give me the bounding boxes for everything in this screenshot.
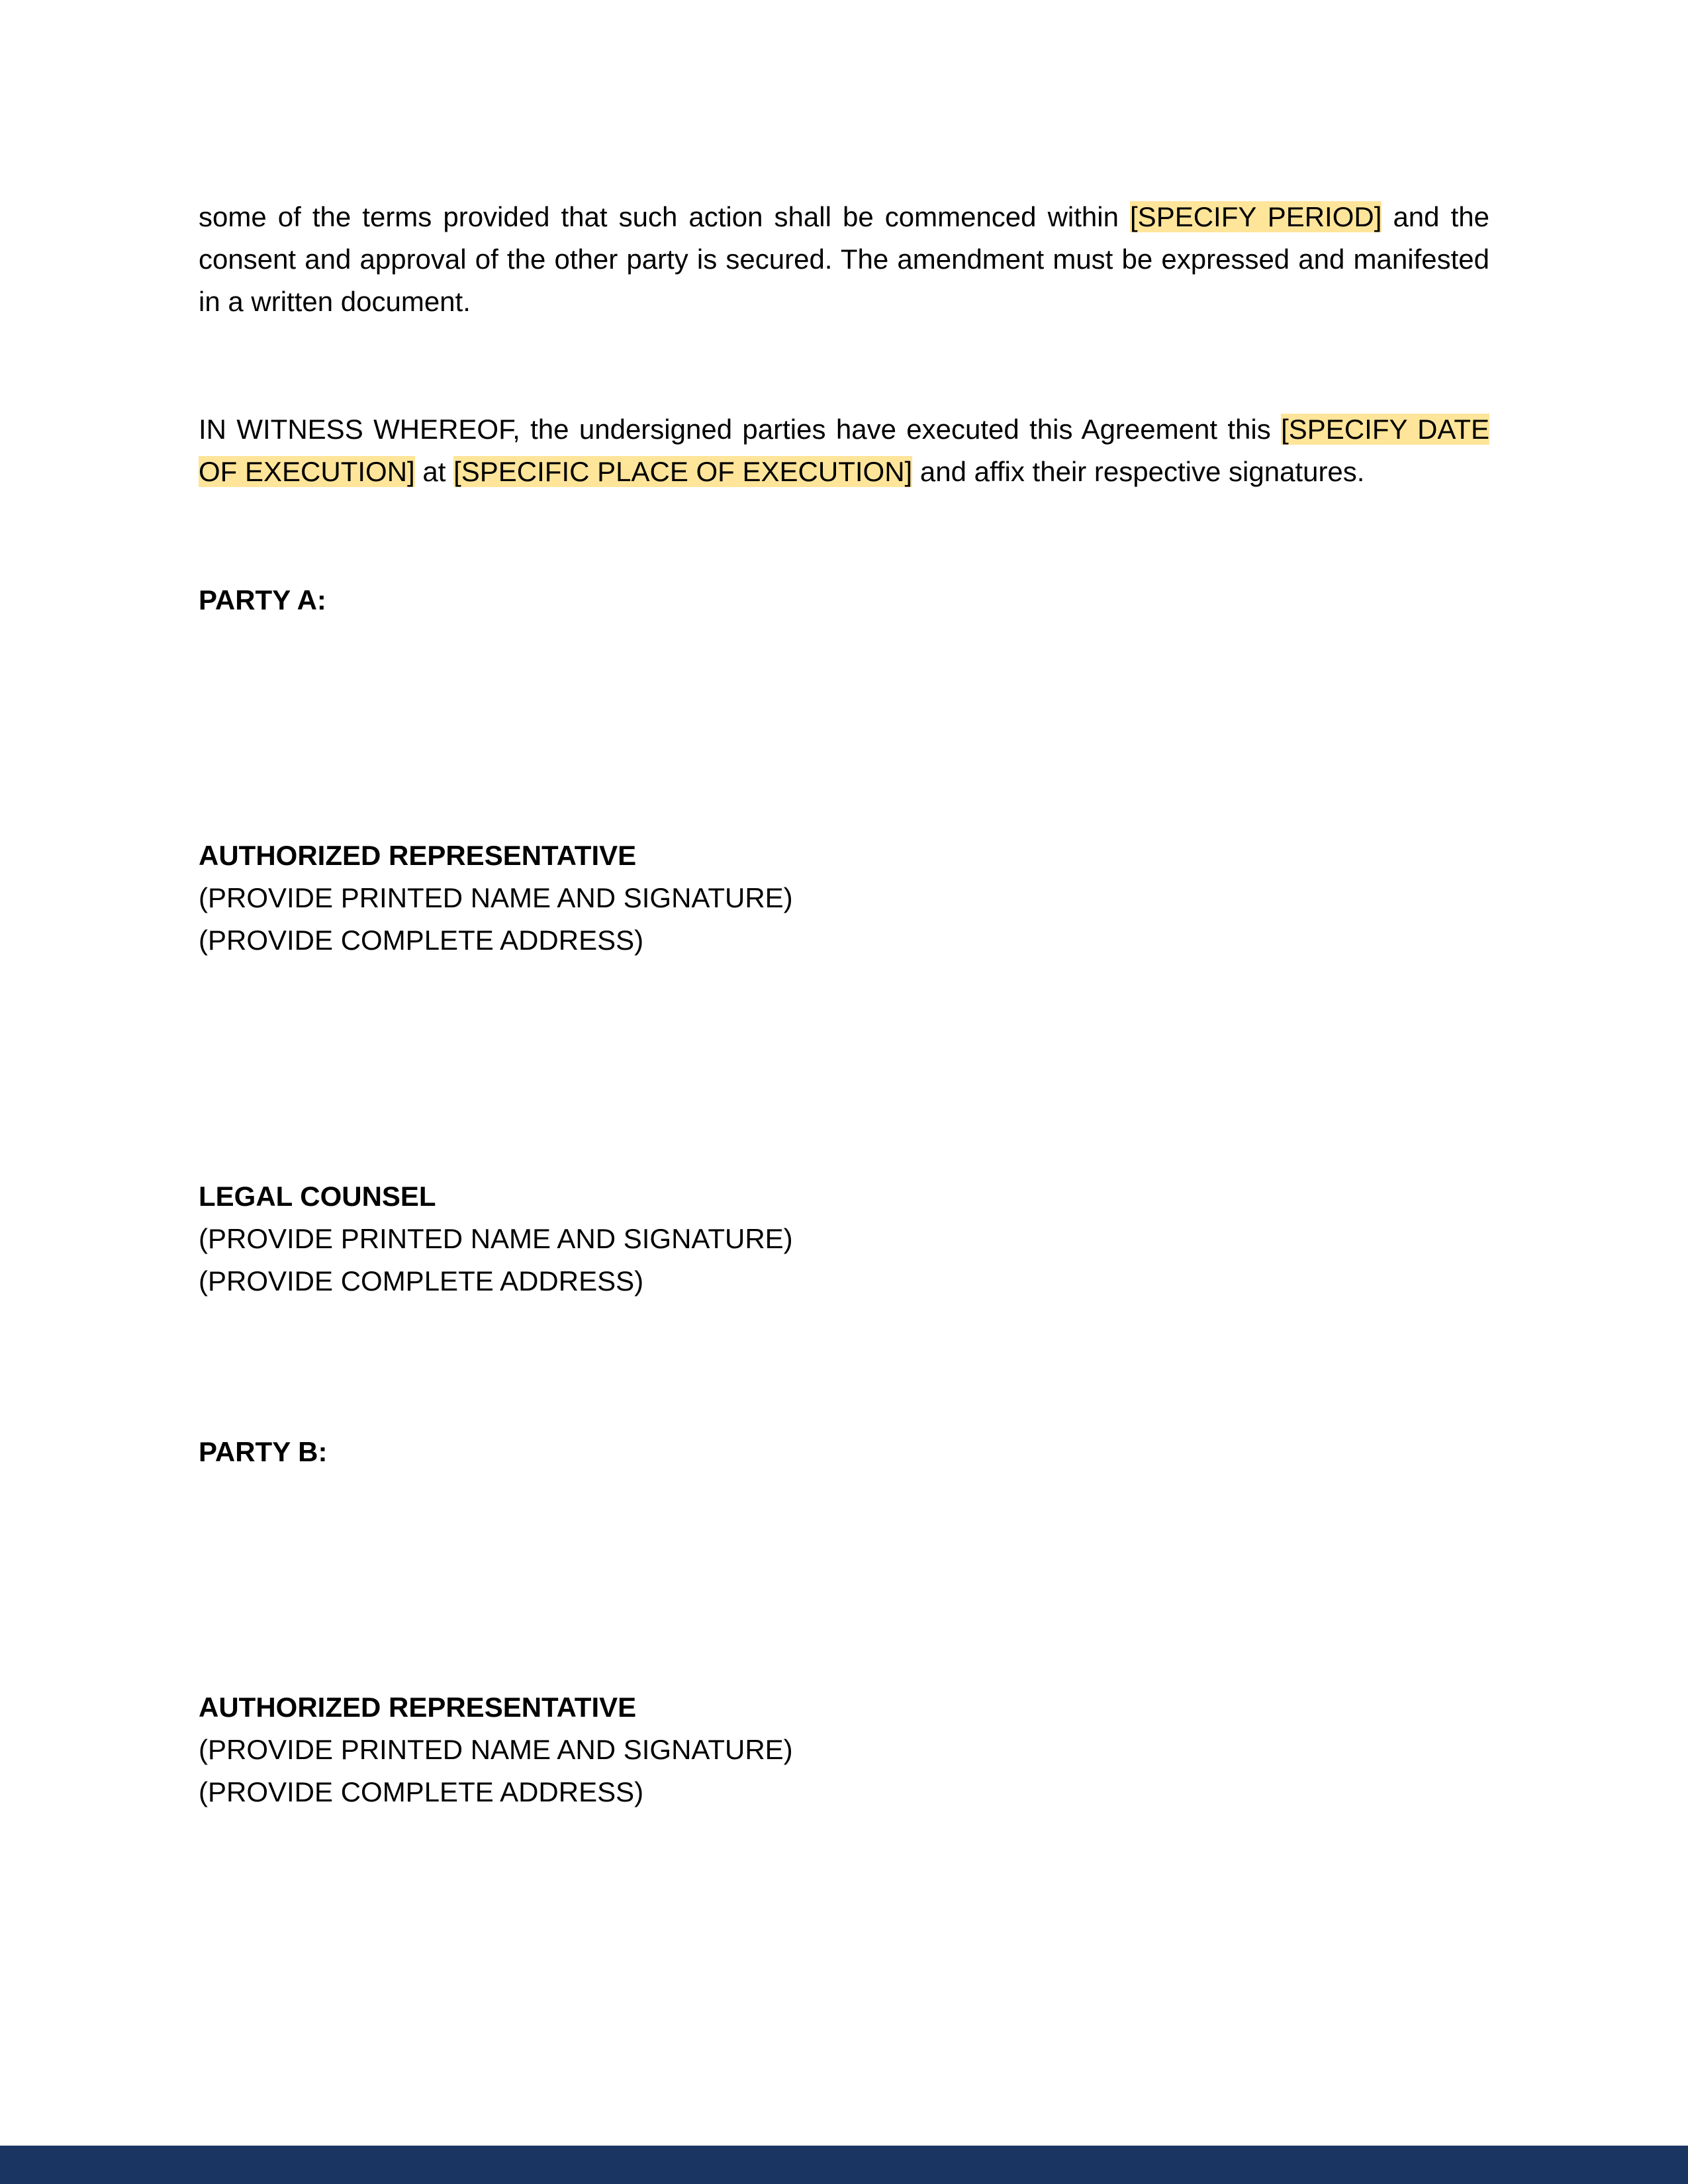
party-b-representative-title: AUTHORIZED REPRESENTATIVE bbox=[199, 1692, 637, 1723]
party-a-counsel-name-line: (PROVIDE PRINTED NAME AND SIGNATURE) bbox=[199, 1223, 793, 1254]
party-b-representative-block bbox=[199, 1686, 1489, 1813]
party-a-heading-block bbox=[199, 579, 1489, 621]
witness-text bbox=[199, 408, 1489, 493]
footer-bar bbox=[0, 2146, 1688, 2184]
party-a-counsel-block bbox=[199, 1175, 1489, 1302]
party-b-heading: PARTY B: bbox=[199, 1436, 328, 1467]
party-b-representative-address-line: (PROVIDE COMPLETE ADDRESS) bbox=[199, 1776, 644, 1807]
amendment-text-a: some of the terms provided that such action shall be commenced within bbox=[199, 201, 1131, 232]
placeholder-date: [SPECIFY DATE OF EXECUTION] bbox=[199, 414, 1489, 487]
party-a-heading: PARTY A: bbox=[199, 584, 326, 615]
witness-text-a: IN WITNESS WHEREOF, the undersigned parties have executed this Agreement this bbox=[199, 414, 1282, 445]
party-a-counsel-title: LEGAL COUNSEL bbox=[199, 1181, 436, 1212]
party-b-representative-name-line: (PROVIDE PRINTED NAME AND SIGNATURE) bbox=[199, 1734, 793, 1765]
party-a-representative-title: AUTHORIZED REPRESENTATIVE bbox=[199, 840, 637, 871]
witness-text-c: and affix their respective signatures. bbox=[912, 456, 1365, 487]
party-b-heading-block bbox=[199, 1431, 1489, 1473]
amendment-text bbox=[199, 196, 1489, 323]
party-a-representative-address-line: (PROVIDE COMPLETE ADDRESS) bbox=[199, 925, 644, 956]
party-a-representative-block bbox=[199, 835, 1489, 962]
placeholder-period: [SPECIFY PERIOD] bbox=[1130, 201, 1382, 232]
amendment-paragraph bbox=[199, 196, 1489, 323]
party-a-counsel-address-line: (PROVIDE COMPLETE ADDRESS) bbox=[199, 1265, 644, 1297]
amendment-text-b: and the consent and approval of the other party is secured. The amendment must be expressed and manifested in a written document. bbox=[199, 201, 1489, 317]
party-a-representative-name-line: (PROVIDE PRINTED NAME AND SIGNATURE) bbox=[199, 882, 793, 913]
witness-text-b: at bbox=[414, 456, 454, 487]
witness-paragraph bbox=[199, 408, 1489, 493]
placeholder-place: [SPECIFIC PLACE OF EXECUTION] bbox=[453, 456, 913, 487]
